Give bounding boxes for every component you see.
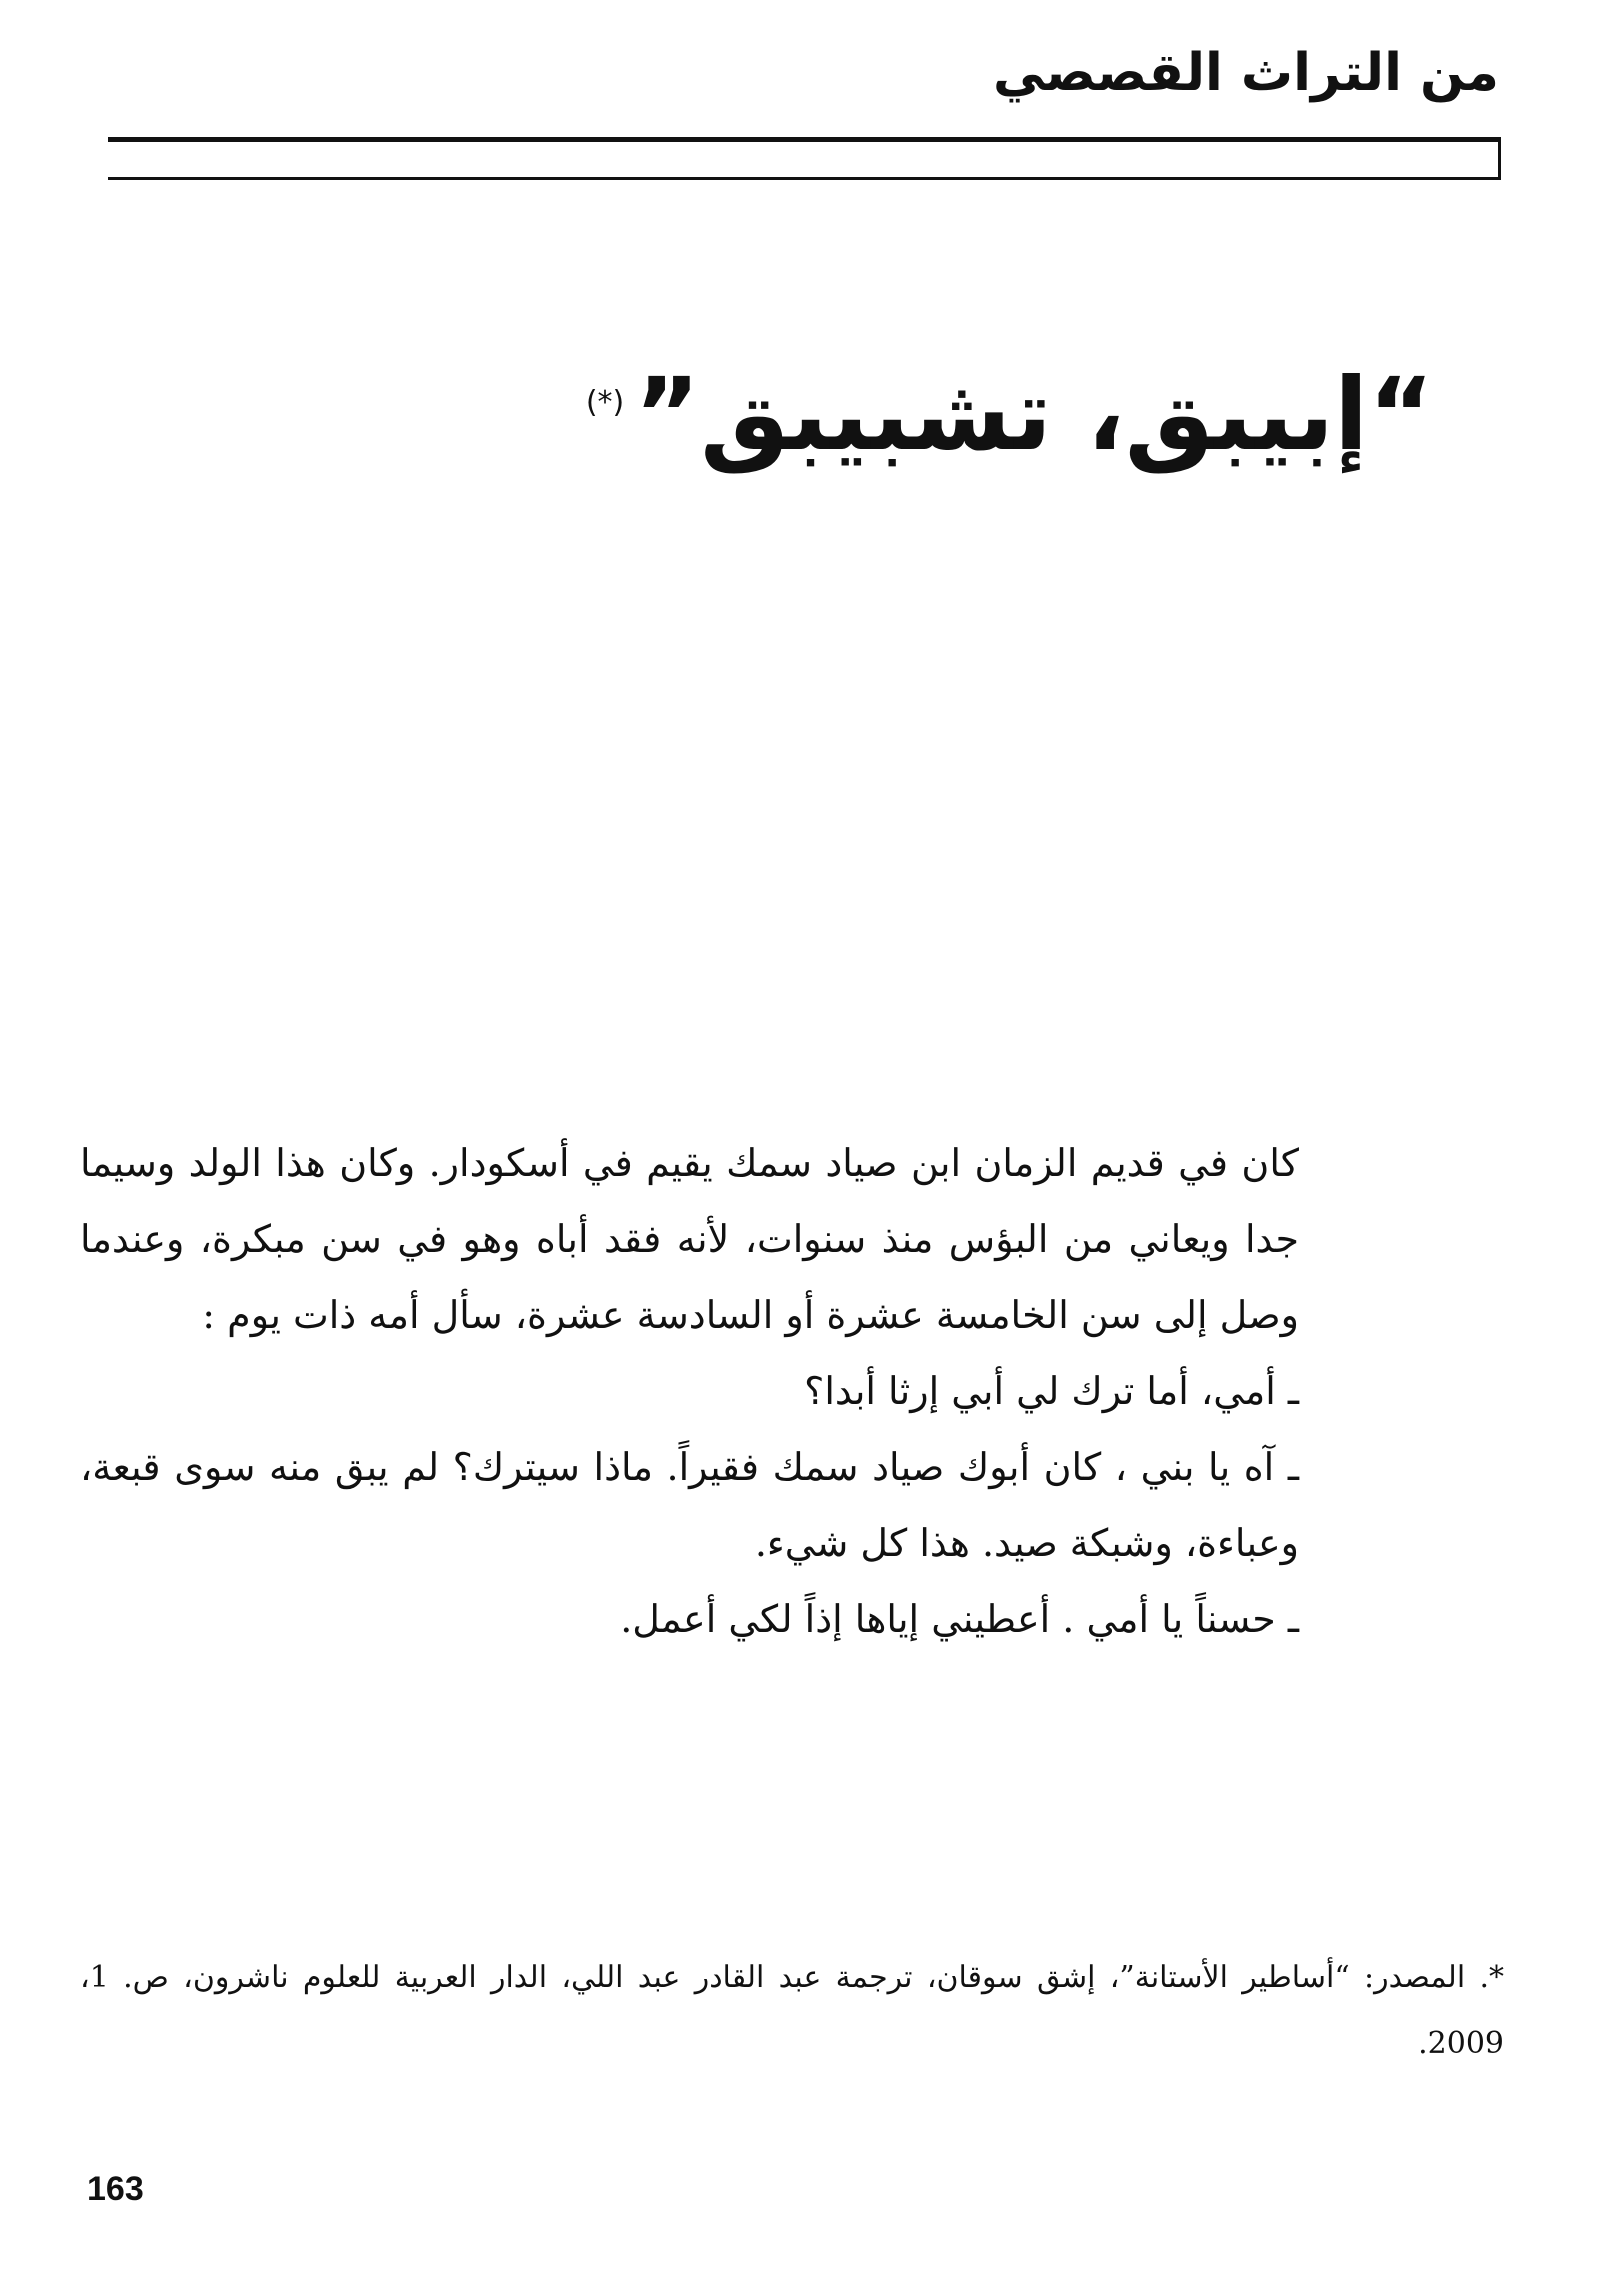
dialogue-line-son-question: ـ أمي، أما ترك لي أبي إرثا أبدا؟ — [804, 1369, 1299, 1413]
dialogue-line-mother-answer: ـ آه يا بني ، كان أبوك صياد سمك فقيراً. ماذا سيترك؟ لم يبق منه سوى قبعة، وعباءة، وشبكة صيد. هذا كل شيء. — [80, 1445, 1299, 1565]
story-title: “إبيبق، تشبيبق” — [634, 356, 1434, 473]
page-number: 163 — [87, 2170, 144, 2208]
story-body — [80, 1125, 1504, 1657]
section-title: من التراث القصصي — [992, 43, 1499, 103]
paragraph-intro: كان في قديم الزمان ابن صياد سمك يقيم في أسكودار. وكان هذا الولد وسيما جدا ويعاني من البؤس منذ سنوات، لأنه فقد أباه وهو في سن مبكرة، وعندما وصل إلى سن الخامسة عشرة أو السادسة عشرة، سأل أمه ذات يوم : — [80, 1141, 1299, 1337]
story-title-block — [586, 355, 1434, 475]
footnote: *. المصدر: “أساطير الأستانة”، إشق سوقان، ترجمة عبد القادر عبد اللي، الدار العربية للعلوم ناشرون، ص. 1، 2009. — [80, 1960, 1504, 2061]
header-rule — [108, 137, 1501, 180]
footnote-marker: (*) — [585, 385, 625, 420]
dialogue-line-son-reply: ـ حسناً يا أمي . أعطيني إياها إذاً لكي أعمل. — [620, 1597, 1299, 1641]
